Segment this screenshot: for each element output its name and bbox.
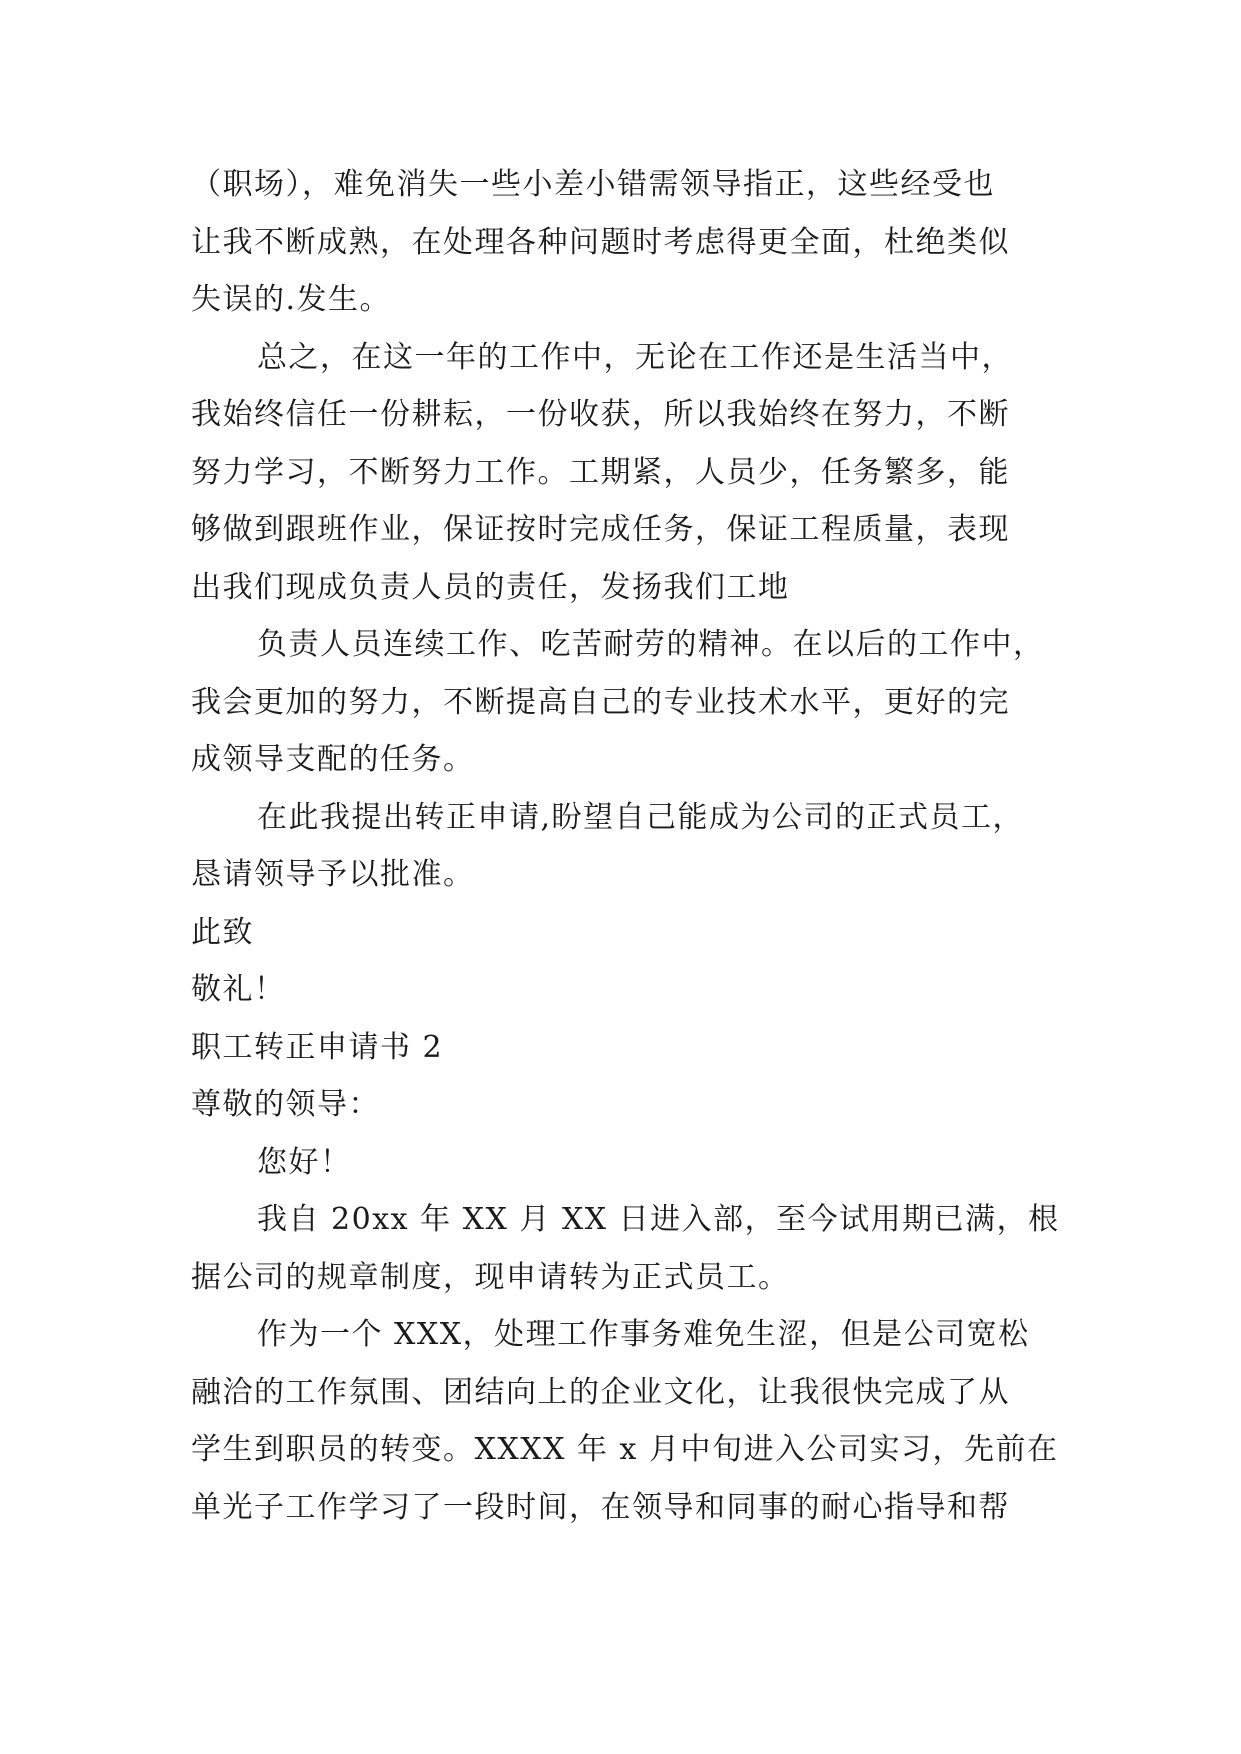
text-line: 恳请领导予以批准。 xyxy=(191,857,475,892)
paragraph-first-line: 我自 20xx 年 XX 月 XX 日进入部，至今试用期已满，根 xyxy=(257,1202,1060,1237)
text-line: 失误的.发生。 xyxy=(191,282,392,317)
text-line: 我始终信任一份耕耘，一份收获，所以我始终在努力，不断 xyxy=(191,397,1010,432)
closing-line: 此致 xyxy=(191,914,254,950)
paragraph-first-line: 作为一个 XXX，处理工作事务难免生涩，但是公司宽松 xyxy=(257,1317,1030,1352)
text-line: 单光子工作学习了一段时间，在领导和同事的耐心指导和帮 xyxy=(191,1489,1010,1525)
paragraph-first-line: 总之，在这一年的工作中，无论在工作还是生活当中， xyxy=(257,339,1013,375)
text-line: 让我不断成熟，在处理各种问题时考虑得更全面，杜绝类似 xyxy=(191,224,1010,260)
text-line: 努力学习，不断努力工作。工期紧，人员少，任务繁多，能 xyxy=(191,454,1010,490)
text-line: 够做到跟班作业，保证按时完成任务，保证工程质量，表现 xyxy=(191,512,1010,547)
text-line: 学生到职员的转变。XXXX 年 x 月中旬进入公司实习，先前在 xyxy=(191,1432,1059,1467)
paragraph-first-line: 您好！ xyxy=(257,1144,352,1180)
document-body xyxy=(191,156,1060,1536)
salutation-line: 敬礼！ xyxy=(191,972,286,1007)
text-line: （职场），难免消失一些小差小错需领导指正，这些经受也 xyxy=(191,167,995,202)
paragraph-first-line: 在此我提出转正申请,盼望自己能成为公司的正式员工， xyxy=(257,799,1025,835)
text-line: 我会更加的努力，不断提高自己的专业技术水平，更好的完 xyxy=(191,684,1010,720)
text-line: 成领导支配的任务。 xyxy=(191,742,475,777)
text-line: 据公司的规章制度，现申请转为正式员工。 xyxy=(191,1259,790,1295)
greeting-line: 尊敬的领导： xyxy=(191,1087,380,1122)
section-title: 职工转正申请书 2 xyxy=(191,1029,444,1065)
paragraph-first-line: 负责人员连续工作、吃苦耐劳的精神。在以后的工作中， xyxy=(257,627,1045,662)
text-line: 融洽的工作氛围、团结向上的企业文化，让我很快完成了从 xyxy=(191,1374,1010,1410)
text-line: 出我们现成负责人员的责任，发扬我们工地 xyxy=(191,569,790,605)
